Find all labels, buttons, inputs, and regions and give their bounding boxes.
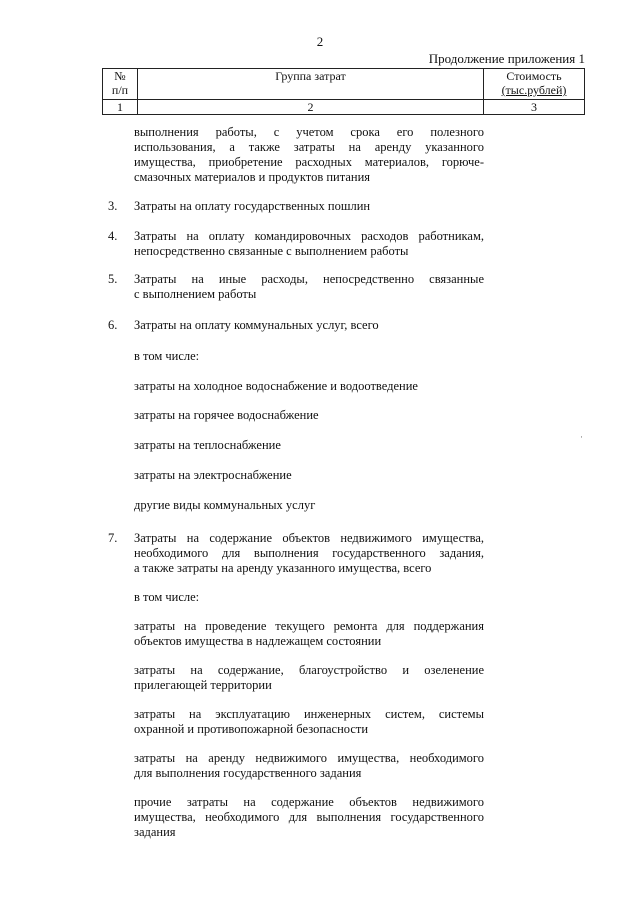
text-line: в том числе: <box>134 349 200 363</box>
text-line: Затраты на содержание объектов недвижимого имущества, <box>134 531 484 545</box>
text-line: другие виды коммунальных услуг <box>134 498 316 512</box>
text-line: затраты на эксплуатацию инженерных систем, системы <box>134 707 484 721</box>
text-line: затраты на теплоснабжение <box>134 438 281 452</box>
text-line: затраты на горячее водоснабжение <box>134 408 319 422</box>
item-number: 4. <box>108 229 118 243</box>
scan-speck: · <box>580 432 583 442</box>
table-index-row <box>103 100 585 115</box>
text-line: имущества, приобретение расходных материалов, горюче- <box>134 155 484 169</box>
item-number: 5. <box>108 272 118 286</box>
index-cell-2: 2 <box>138 100 484 115</box>
index-cell-1: 1 <box>103 100 138 115</box>
text-line: затраты на холодное водоснабжение и водоотведение <box>134 379 418 393</box>
header-group-cell: Группа затрат <box>138 69 484 100</box>
text-line: задания <box>134 825 176 839</box>
header-cost-label: Стоимость <box>506 69 562 83</box>
item-number: 7. <box>108 531 118 545</box>
text-line: в том числе: <box>134 590 200 604</box>
item-number: 3. <box>108 199 118 213</box>
header-number-abbr: п/п <box>111 83 129 97</box>
header-number-cell <box>103 69 138 100</box>
text-line: затраты на электроснабжение <box>134 468 292 482</box>
text-line: Затраты на оплату командировочных расходов работникам, <box>134 229 484 243</box>
text-line: непосредственно связанные с выполнением работы <box>134 244 409 258</box>
item-number: 6. <box>108 318 118 332</box>
text-line: смазочных материалов и продуктов питания <box>134 170 371 184</box>
text-line: использования, а также затраты на аренду указанного <box>134 140 484 154</box>
text-line: прочие затраты на содержание объектов недвижимого <box>134 795 484 809</box>
text-line: с выполнением работы <box>134 287 257 301</box>
text-line: объектов имущества в надлежащем состоянии <box>134 634 382 648</box>
text-line: Затраты на оплату коммунальных услуг, всего <box>134 318 379 332</box>
cost-header-table <box>102 68 585 115</box>
text-line: затраты на проведение текущего ремонта для поддержания <box>134 619 484 633</box>
text-line: затраты на аренду недвижимого имущества, необходимого <box>134 751 484 765</box>
index-cell-3: 3 <box>484 100 585 115</box>
text-line: охранной и противопожарной безопасности <box>134 722 369 736</box>
header-number-sign: № <box>114 69 126 83</box>
text-line: затраты на содержание, благоустройство и озеленение <box>134 663 484 677</box>
header-cost-cell <box>484 69 585 100</box>
page-number: 2 <box>316 34 324 49</box>
table-header-row <box>103 69 585 100</box>
appendix-note: Продолжение приложения 1 <box>428 51 585 66</box>
text-line: а также затраты на аренду указанного имущества, всего <box>134 561 432 575</box>
header-cost-unit: (тыс.рублей) <box>501 83 567 97</box>
text-line: выполнения работы, с учетом срока его полезного <box>134 125 484 139</box>
text-line: необходимого для выполнения государственного задания, <box>134 546 484 560</box>
text-line: для выполнения государственного задания <box>134 766 362 780</box>
text-line: Затраты на иные расходы, непосредственно связанные <box>134 272 484 286</box>
text-line: имущества, необходимого для выполнения государственного <box>134 810 484 824</box>
text-line: Затраты на оплату государственных пошлин <box>134 199 371 213</box>
text-line: прилегающей территории <box>134 678 272 692</box>
